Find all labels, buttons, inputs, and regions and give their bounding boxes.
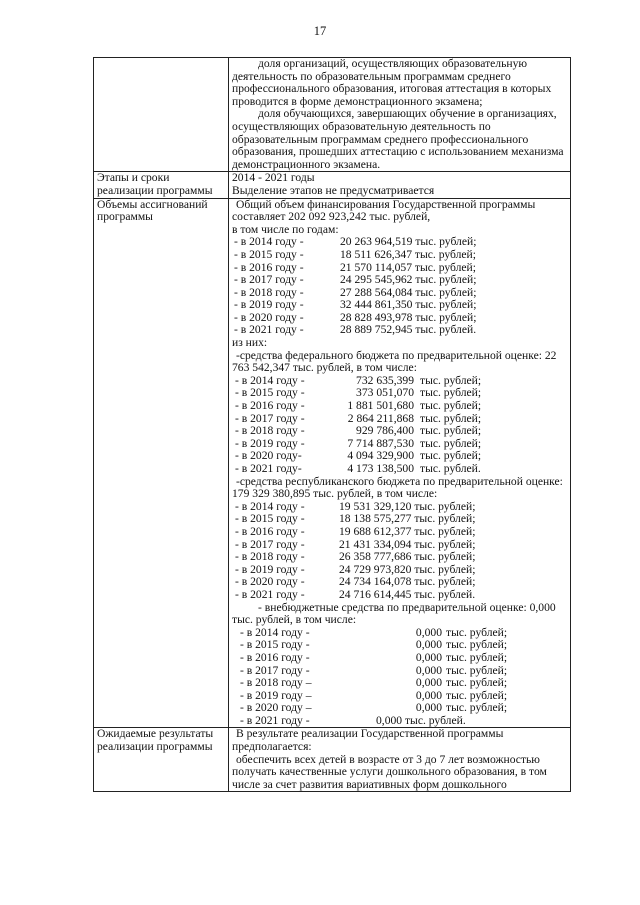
list-item: - в 2014 году - 20 263 964,519 тыс. рублей; xyxy=(234,235,477,249)
list-item: - в 2017 году - 0,000 тыс. рублей; xyxy=(240,663,508,677)
total-years-list xyxy=(232,236,567,337)
funding-label: Объемы ассигнований программы xyxy=(94,198,229,728)
list-item: - в 2021 году - 24 716 614,445 тыс. рублей. xyxy=(235,587,476,601)
stages-period: 2014 - 2021 годы xyxy=(232,171,315,185)
extrabudget-years-list xyxy=(232,627,567,728)
list-item: - в 2014 году - 0,000 тыс. рублей; xyxy=(240,625,508,639)
funding-by-years: в том числе по годам: xyxy=(232,222,339,236)
list-item: - в 2015 году - 0,000 тыс. рублей; xyxy=(240,638,508,652)
republic-years-list xyxy=(232,501,567,602)
republic-intro: -средства республиканского бюджета по предварительной оценке: 179 329 380,895 тыс. рублей, в том числе: xyxy=(232,474,563,501)
stages-note: Выделение этапов не предусматривается xyxy=(232,183,435,197)
list-item: - в 2015 году - 18 138 575,277 тыс. рублей; xyxy=(235,512,476,526)
list-item: - в 2016 году - 0,000 тыс. рублей; xyxy=(240,650,508,664)
list-item: - в 2016 году - 19 688 612,377 тыс. рублей; xyxy=(235,524,476,538)
list-item: - в 2014 году - 19 531 329,120 тыс. рублей; xyxy=(235,499,476,513)
results-text: обеспечить всех детей в возрасте от 3 до 7 лет возможностью получать качественные услуги дошкольного образования, в том числе за счет развития вариативных форм дошкольного xyxy=(232,752,547,791)
list-item: - в 2018 году - 27 288 564,084 тыс. рублей; xyxy=(234,285,477,299)
list-item: - в 2020 году- 4 094 329,900 тыс. рублей; xyxy=(235,449,482,463)
list-item: - в 2021 году - 28 889 752,945 тыс. рублей. xyxy=(234,323,477,337)
list-item: - в 2017 году - 2 864 211,868 тыс. рублей; xyxy=(235,411,482,425)
stages-content xyxy=(229,172,571,198)
stages-row xyxy=(94,172,571,198)
results-content xyxy=(229,728,571,792)
funding-row xyxy=(94,198,571,728)
list-item: - в 2020 году - 24 734 164,078 тыс. рублей; xyxy=(235,575,476,589)
list-item: - в 2016 году - 21 570 114,057 тыс. рублей; xyxy=(234,260,476,274)
funding-of-which: из них: xyxy=(232,336,268,350)
list-item: - в 2019 году - 24 729 973,820 тыс. рублей; xyxy=(235,562,476,576)
list-item: - в 2017 году - 24 295 545,962 тыс. рублей; xyxy=(234,273,477,287)
list-item: - в 2014 году - 732 635,399 тыс. рублей; xyxy=(235,373,482,387)
list-item: - в 2018 году – 0,000 тыс. рублей; xyxy=(240,676,508,690)
list-item: - в 2020 году – 0,000 тыс. рублей; xyxy=(240,701,508,715)
list-item: - в 2019 году - 7 714 887,530 тыс. рублей; xyxy=(235,436,482,450)
list-item: - в 2021 году- 4 173 138,500 тыс. рублей. xyxy=(235,462,481,475)
list-item: - в 2019 году - 32 444 861,350 тыс. рублей; xyxy=(234,298,477,312)
results-label: Ожидаемые результаты реализации программы xyxy=(94,728,229,792)
indicators-label xyxy=(94,58,229,172)
list-item: - в 2018 году - 26 358 777,686 тыс. рублей; xyxy=(235,550,476,564)
list-item: - в 2021 году - 0,000 тыс. рублей. xyxy=(240,713,466,727)
indicators-content xyxy=(229,58,571,172)
page-number: 17 xyxy=(313,24,327,38)
list-item: - в 2020 году - 28 828 493,978 тыс. рублей; xyxy=(234,310,477,324)
list-item: - в 2016 году - 1 881 501,680 тыс. рублей; xyxy=(235,399,482,413)
results-row xyxy=(94,728,571,792)
federal-intro: -средства федерального бюджета по предварительной оценке: 22 763 542,347 тыс. рублей, в том числе: xyxy=(232,348,557,375)
funding-intro: Общий объем финансирования Государственной программы составляет 202 092 923,242 тыс. рублей, xyxy=(232,197,536,224)
indicator-paragraph: доля организаций, осуществляющих образовательную деятельность по образовательным программам среднего профессионального образования, итоговая аттестация в которых проводится в форме демонстрационного экзамена; xyxy=(232,57,552,108)
federal-years-list xyxy=(232,375,567,476)
results-intro: В результате реализации Государственной программы предполагается: xyxy=(232,727,504,754)
list-item: - в 2015 году - 18 511 626,347 тыс. рублей; xyxy=(234,247,476,261)
list-item: - в 2015 году - 373 051,070 тыс. рублей; xyxy=(235,386,482,400)
list-item: - в 2019 году – 0,000 тыс. рублей; xyxy=(240,688,508,702)
funding-content xyxy=(229,198,571,728)
indicator-paragraph: доля обучающихся, завершающих обучение в организациях, осуществляющих образовательную деятельность по образовательным программам среднего профессионального образования, прошедших аттестацию с использованием механизма демонстрационного экзамена. xyxy=(232,107,564,171)
stages-label: Этапы и сроки реализации программы xyxy=(94,172,229,198)
list-item: - в 2017 году - 21 431 334,094 тыс. рублей; xyxy=(235,537,476,551)
indicators-row xyxy=(94,58,571,172)
program-passport-table xyxy=(93,57,571,792)
list-item: - в 2018 году - 929 786,400 тыс. рублей; xyxy=(235,424,482,438)
extrabudget-intro: - внебюджетные средства по предварительной оценке: 0,000 тыс. рублей, в том числе: xyxy=(232,600,556,627)
